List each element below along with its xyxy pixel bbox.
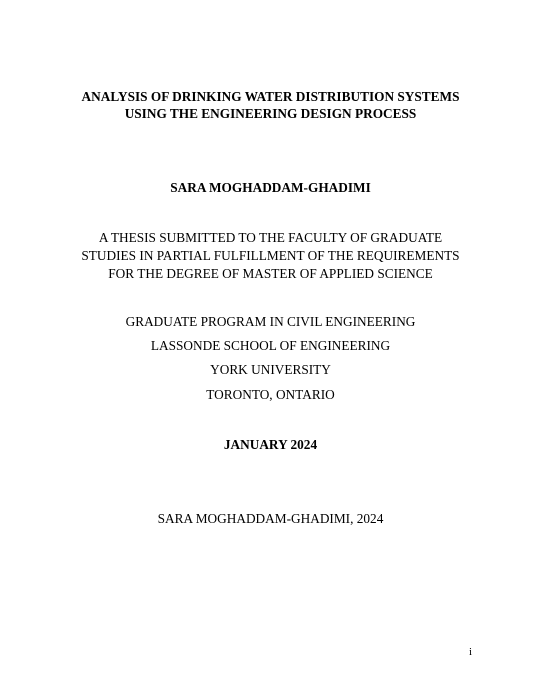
submission-statement-line-3: FOR THE DEGREE OF MASTER OF APPLIED SCIENCE xyxy=(108,266,433,281)
submission-statement-line-1: A THESIS SUBMITTED TO THE FACULTY OF GRADUATE xyxy=(98,230,443,245)
page-number: i xyxy=(469,646,473,658)
location: TORONTO, ONTARIO xyxy=(206,387,335,402)
school-name: LASSONDE SCHOOL OF ENGINEERING xyxy=(150,338,391,353)
copyright-line: SARA MOGHADDAM-GHADIMI, 2024 xyxy=(157,511,384,526)
submission-date: JANUARY 2024 xyxy=(223,437,318,452)
graduate-program: GRADUATE PROGRAM IN CIVIL ENGINEERING xyxy=(125,314,416,329)
thesis-title-line-2: USING THE ENGINEERING DESIGN PROCESS xyxy=(124,106,417,121)
submission-statement-line-2: STUDIES IN PARTIAL FULFILLMENT OF THE REQUIREMENTS xyxy=(81,248,460,263)
university-name: YORK UNIVERSITY xyxy=(210,362,331,377)
thesis-title-line-1: ANALYSIS OF DRINKING WATER DISTRIBUTION SYSTEMS xyxy=(81,89,460,104)
author-name: SARA MOGHADDAM-GHADIMI xyxy=(170,180,371,195)
